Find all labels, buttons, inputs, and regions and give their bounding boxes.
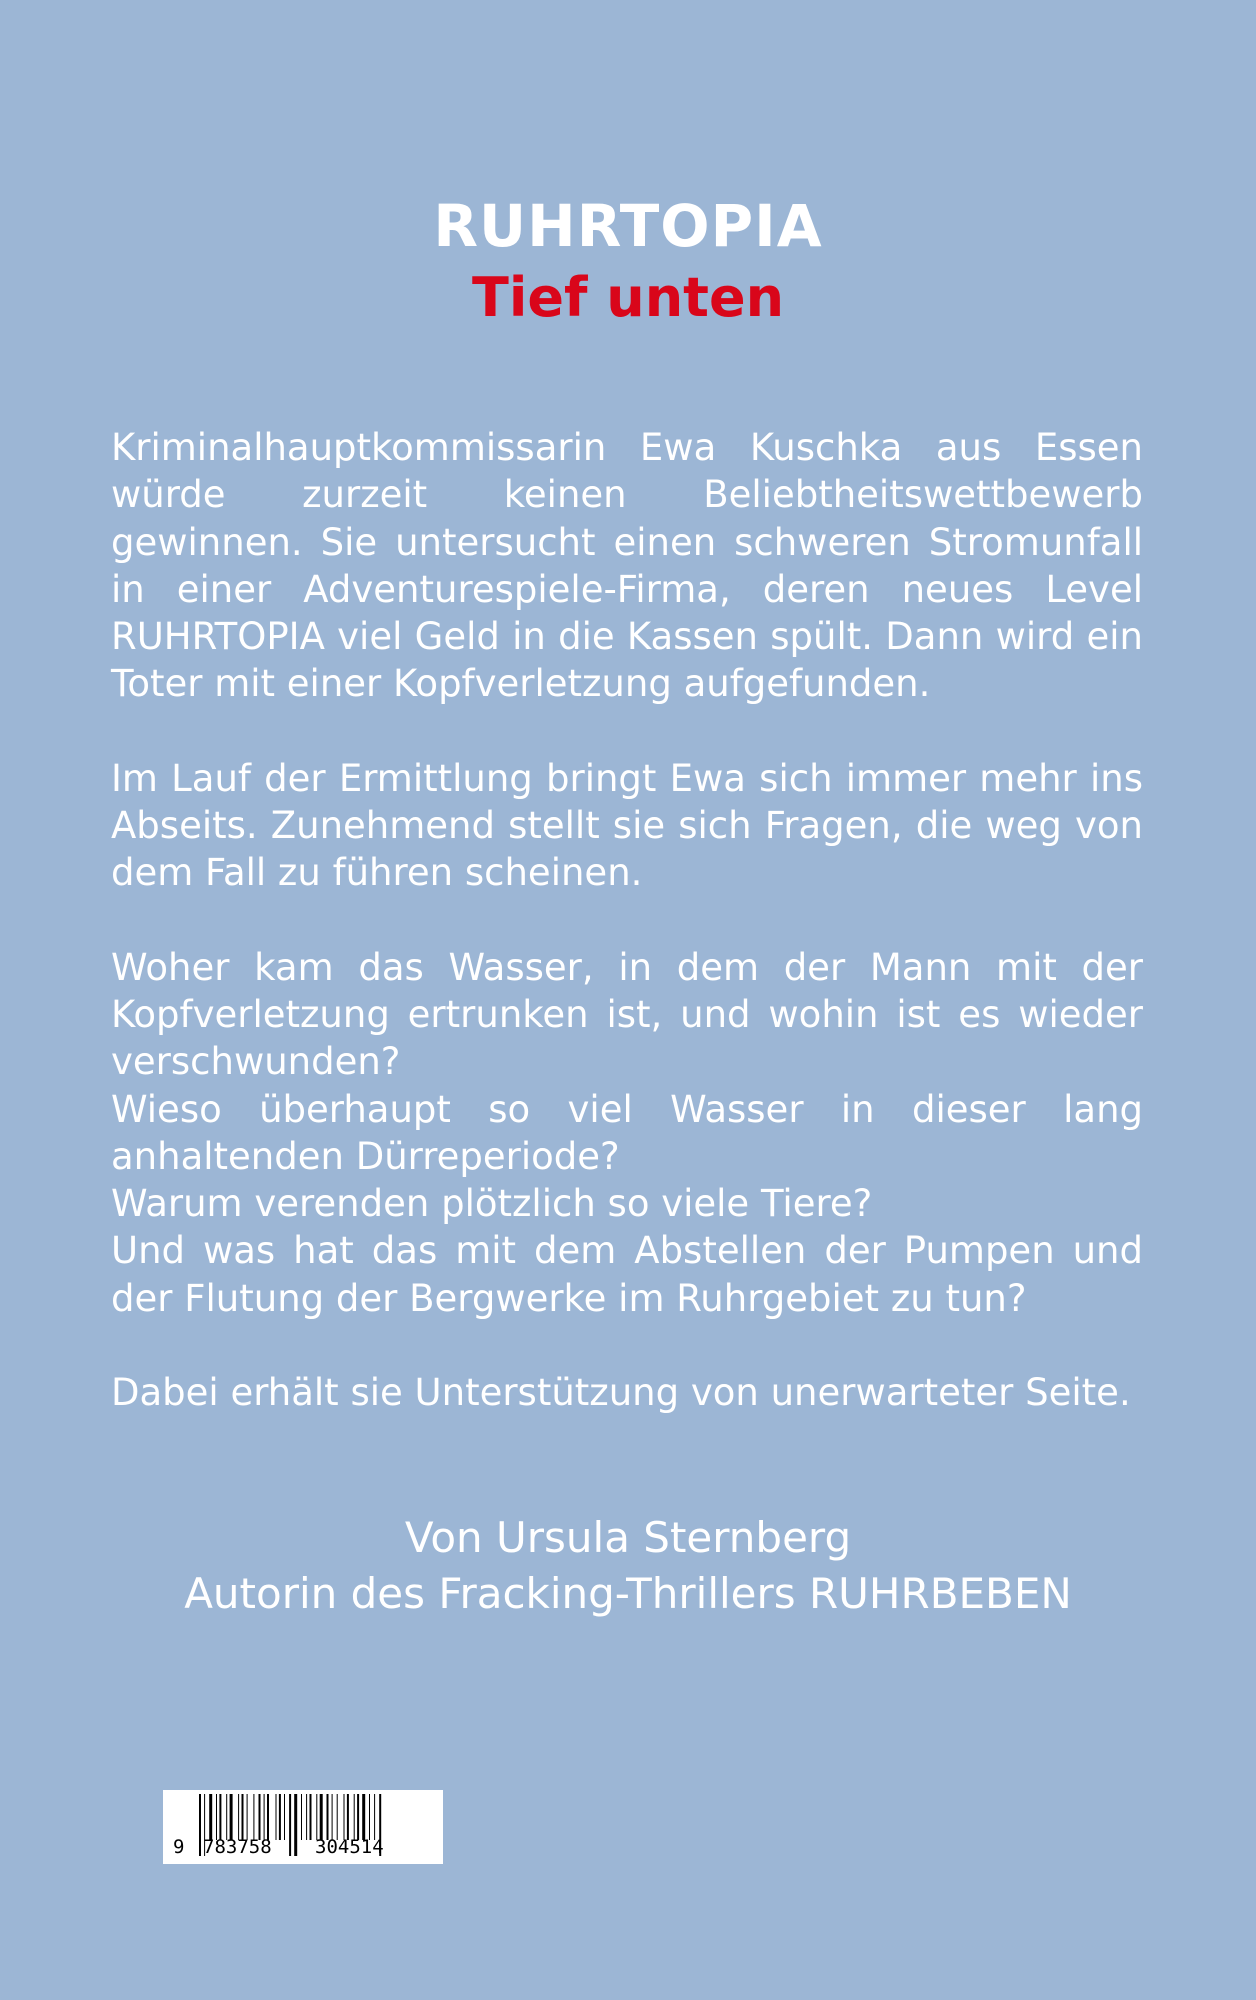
isbn-barcode xyxy=(163,1790,443,1864)
barcode-right-digits: 304514 xyxy=(315,1836,384,1858)
blurb xyxy=(111,424,1143,1416)
barcode-bar xyxy=(294,1794,297,1856)
barcode-bar xyxy=(242,1794,244,1840)
barcode-bar xyxy=(357,1794,359,1840)
barcode-bar xyxy=(354,1794,355,1840)
barcode-bar xyxy=(320,1794,323,1840)
barcode-bar xyxy=(264,1794,265,1840)
barcode-bar xyxy=(306,1794,307,1840)
barcode-bar xyxy=(199,1794,201,1856)
blurb-paragraph-1: Kriminalhauptkommissarin Ewa Kuschka aus Essen würde zurzeit keinen Beliebtheitswettbewerb gewinnen. Sie untersucht einen schweren Stromunfall in einer Adventurespiele-Firma, deren neues Level RUHRTOPIA viel Geld in die Kassen spült. Dann wird ein Toter mit einer Kopfverletzung aufgefunden. xyxy=(111,426,1143,706)
barcode-bar xyxy=(253,1794,254,1840)
barcode-bar xyxy=(276,1794,277,1840)
blurb-question-2: Wieso überhaupt so viel Wasser in dieser lang anhaltenden Dürreperiode? xyxy=(111,1087,1143,1178)
author-byline: Von Ursula Sternberg xyxy=(404,1513,852,1562)
barcode-bar xyxy=(347,1794,349,1840)
barcode-bar xyxy=(337,1794,338,1840)
barcode-bar xyxy=(267,1794,269,1840)
barcode-bar xyxy=(310,1794,312,1840)
blurb-paragraph-2: Im Lauf der Ermittlung bringt Ewa sich immer mehr ins Abseits. Zunehmend stellt sie sich Fragen, die weg von dem Fall zu führen scheinen. xyxy=(111,756,1143,895)
barcode-bar xyxy=(289,1794,291,1856)
barcode-bar xyxy=(332,1794,333,1840)
barcode-bar xyxy=(226,1794,227,1840)
barcode-bar xyxy=(316,1794,317,1840)
barcode-bar xyxy=(362,1794,365,1840)
barcode-bar xyxy=(216,1794,217,1840)
barcode-graphic xyxy=(163,1790,443,1864)
blurb-question-1: Woher kam das Wasser, in dem der Mann mit der Kopfverletzung ertrunken ist, und wohin ist es wieder verschwunden? xyxy=(111,945,1143,1084)
barcode-bar xyxy=(327,1794,329,1840)
blurb-question-4: Und was hat das mit dem Abstellen der Pumpen und der Flutung der Bergwerke im Ruhrgebiet zu tun? xyxy=(111,1229,1143,1320)
author-block xyxy=(0,1510,1256,1622)
barcode-bar xyxy=(219,1794,221,1840)
blurb-question-3: Warum verenden plötzlich so viele Tiere? xyxy=(111,1182,873,1226)
barcode-bar xyxy=(238,1794,239,1840)
barcode-bar xyxy=(301,1794,302,1840)
barcode-bar xyxy=(259,1794,261,1840)
author-note: Autorin des Fracking-Thrillers RUHRBEBEN xyxy=(184,1569,1072,1618)
barcode-bar xyxy=(344,1794,345,1840)
barcode-bar xyxy=(247,1794,248,1840)
book-subtitle: Tief unten xyxy=(471,266,785,329)
book-title: RUHRTOPIA xyxy=(433,192,823,260)
barcode-bar xyxy=(279,1794,281,1840)
barcode-bar xyxy=(369,1794,370,1840)
barcode-first-digit: 9 xyxy=(173,1836,185,1858)
barcode-bar xyxy=(209,1794,212,1840)
barcode-left-digits: 783758 xyxy=(203,1836,272,1858)
barcode-bar xyxy=(374,1794,375,1840)
barcode-bar xyxy=(284,1794,285,1840)
blurb-closing: Dabei erhält sie Unterstützung von unerwarteter Seite. xyxy=(111,1371,1131,1415)
barcode-bar xyxy=(230,1794,233,1840)
